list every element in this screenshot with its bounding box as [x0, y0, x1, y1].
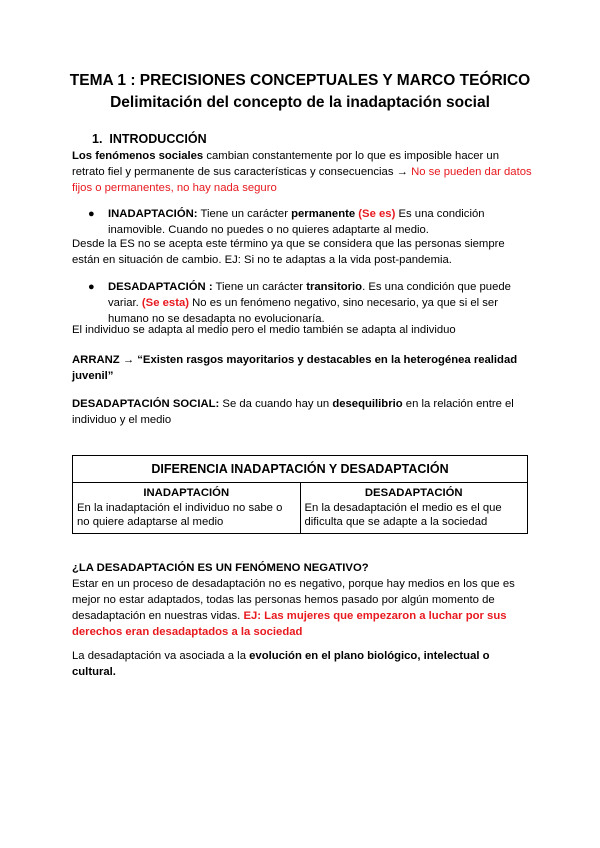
page-title: TEMA 1 : PRECISIONES CONCEPTUALES Y MARCO TEÓRICO	[69, 72, 531, 89]
closing-paragraph	[72, 648, 532, 680]
inadaptacion-red: (Se es)	[355, 208, 396, 220]
desadaptacion-social-bold: desequilibrio	[332, 398, 403, 410]
desadaptacion-social-paragraph	[72, 396, 532, 428]
desadaptacion-red: (Se esta)	[141, 297, 189, 309]
intro-bold: Los fenómenos sociales	[72, 150, 204, 162]
table-cell-desadaptacion	[300, 483, 528, 534]
inadaptacion-text2: Es una condición inamovible. Cuando no puedes o no quieres adaptarte al medio.	[108, 208, 485, 236]
closing-bold: evolución en el plano biológico, intelectual o cultural.	[72, 650, 490, 678]
desadaptacion-bold: transitorio	[306, 281, 363, 293]
desadaptacion-social-text2: en la relación entre el individuo y el medio	[72, 398, 514, 426]
table-header-row	[73, 456, 528, 483]
desadaptacion-text2: . Es una condición que puede variar.	[108, 281, 511, 309]
section-heading	[92, 132, 207, 146]
desadaptacion-item	[108, 279, 518, 327]
inadaptacion-bold: permanente	[291, 208, 356, 220]
desadaptacion-text1: Tiene un carácter	[212, 281, 307, 293]
desadaptacion-note: El individuo se adapta al medio pero el medio también se adapta al individuo	[72, 324, 456, 336]
question-red-example: EJ: Las mujeres que empezaron a luchar por sus derechos eran desadaptados a la sociedad	[72, 610, 507, 638]
closing-text: La desadaptación va asociada a la	[72, 650, 250, 662]
desadaptacion-social-label: DESADAPTACIÓN SOCIAL:	[72, 398, 220, 410]
question-paragraph	[72, 576, 532, 640]
bullet-inadaptacion: ●	[88, 208, 95, 220]
cell-text-inadaptacion: En la inadaptación el individuo no sabe o no quiere adaptarse al medio	[77, 502, 283, 528]
section-title: INTRODUCCIÓN	[109, 132, 207, 146]
table-row	[73, 483, 528, 534]
table-header: DIFERENCIA INADAPTACIÓN Y DESADAPTACIÓN	[73, 456, 528, 483]
page-subtitle: Delimitación del concepto de la inadaptación social	[110, 94, 490, 111]
difference-table	[72, 455, 528, 534]
question-text: Estar en un proceso de desadaptación no es negativo, porque hay medios en los que es mejor no estar adaptados, todas las personas hemos pasado por algún momento de desadaptación en nuestras vidas.	[72, 578, 515, 622]
desadaptacion-social-text1: Se da cuando hay un	[219, 398, 333, 410]
table-cell-inadaptacion	[73, 483, 301, 534]
cell-text-desadaptacion: En la desadaptación el medio es el que dificulta que se adapte a la sociedad	[304, 502, 502, 528]
question-heading-text: ¿LA DESADAPTACIÓN ES UN FENÓMENO NEGATIVO?	[72, 562, 369, 574]
intro-red-note: No se pueden dar datos fijos o permanentes, no hay nada seguro	[72, 166, 532, 194]
arranz-label: ARRANZ →	[72, 354, 138, 366]
intro-paragraph	[72, 148, 532, 196]
desadaptacion-text3: No es un fenómeno negativo, sino necesario, ya que si el ser humano no se desadapta no evolucionaría.	[108, 297, 498, 325]
inadaptacion-label: INADAPTACIÓN:	[108, 208, 198, 220]
inadaptacion-text1: Tiene un carácter	[197, 208, 292, 220]
intro-text: cambian constantemente por lo que es imposible hacer un retrato fiel y permanente de sus características y consecuencias →	[72, 150, 499, 178]
bullet-desadaptacion: ●	[88, 281, 95, 293]
cell-title-desadaptacion: DESADAPTACIÓN	[364, 487, 463, 499]
arranz-paragraph	[72, 352, 532, 384]
arranz-quote: “Existen rasgos mayoritarios y destacables en la heterogénea realidad juvenil”	[72, 354, 518, 382]
inadaptacion-item	[108, 206, 518, 238]
question-heading	[72, 560, 532, 576]
inadaptacion-note: Desde la ES no se acepta este término ya que se considera que las personas siempre están en situación de cambio. EJ: Si no te adaptas a la vida post-pandemia.	[72, 238, 505, 266]
section-number: 1.	[92, 132, 103, 146]
cell-title-inadaptacion: INADAPTACIÓN	[143, 487, 230, 499]
desadaptacion-label: DESADAPTACIÓN :	[108, 281, 213, 293]
